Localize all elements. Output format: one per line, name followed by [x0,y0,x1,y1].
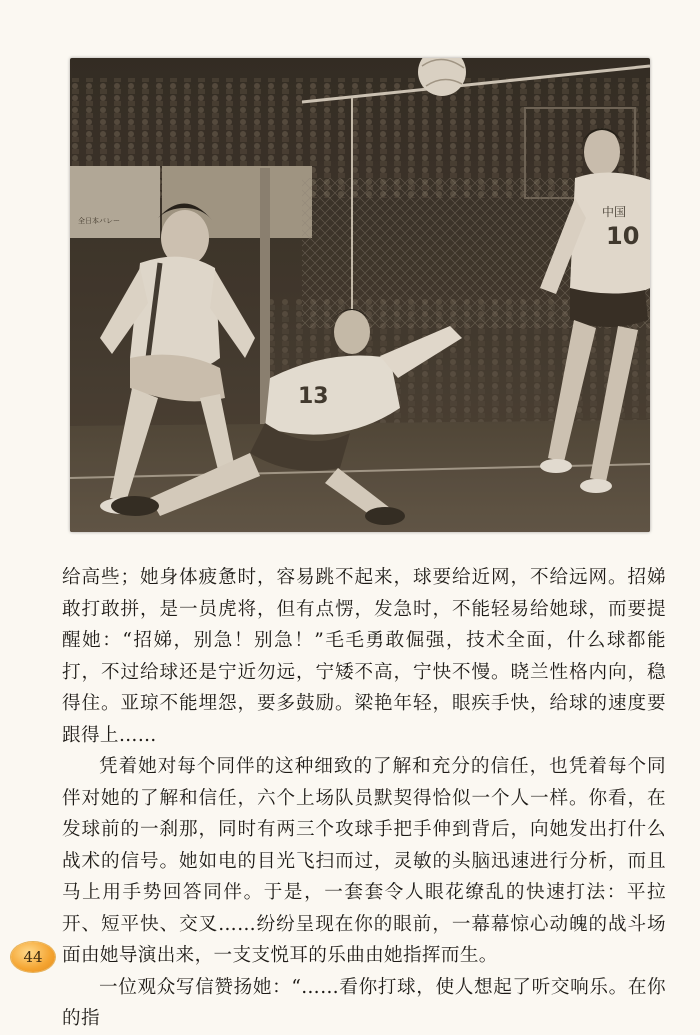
page-number: 44 [11,942,55,972]
article-text [62,562,666,1035]
paragraph-1: 给高些；她身体疲惫时，容易跳不起来，球要给近网，不给远网。招娣敢打敢拼，是一员虎将，但有点愣，发急时，不能轻易给她球，而要提醒她：“招娣，别急！别急！”毛毛勇敢倔强，技术全面，什么球都能打，不过给球还是宁近勿远，宁矮不高，宁快不慢。晓兰性格内向，稳得住。亚琼不能埋怨，要多鼓励。梁艳年轻，眼疾手快，给球的速度要跟得上…… [62,567,666,746]
jersey-text: 中国 [602,205,627,219]
volleyball-photo [70,58,650,532]
paragraph-3: 一位观众写信赞扬她：“……看你打球，使人想起了听交响乐。在你的指 [62,976,666,1029]
svg-text:全日本バレー: 全日本バレー [78,217,120,225]
jersey-number: 10 [606,222,640,250]
paragraph-2: 凭着她对每个同伴的这种细致的了解和充分的信任，也凭着每个同伴对她的了解和信任，六个上场队员默契得恰似一个人一样。你看，在发球前的一刹那，同时有两三个攻球手把手伸到背后，向她发出打什么战术的信号。她如电的目光飞扫而过，灵敏的头脑迅速进行分析，而且马上用手势回答同伴。于是，一套套令人眼花缭乱的快速打法：平拉开、短平快、交叉……纷纷呈现在你的眼前，一幕幕惊心动魄的战斗场面由她导演出来，一支支悦耳的乐曲由她指挥而生。 [62,756,666,966]
svg-text:13: 13 [298,384,329,409]
